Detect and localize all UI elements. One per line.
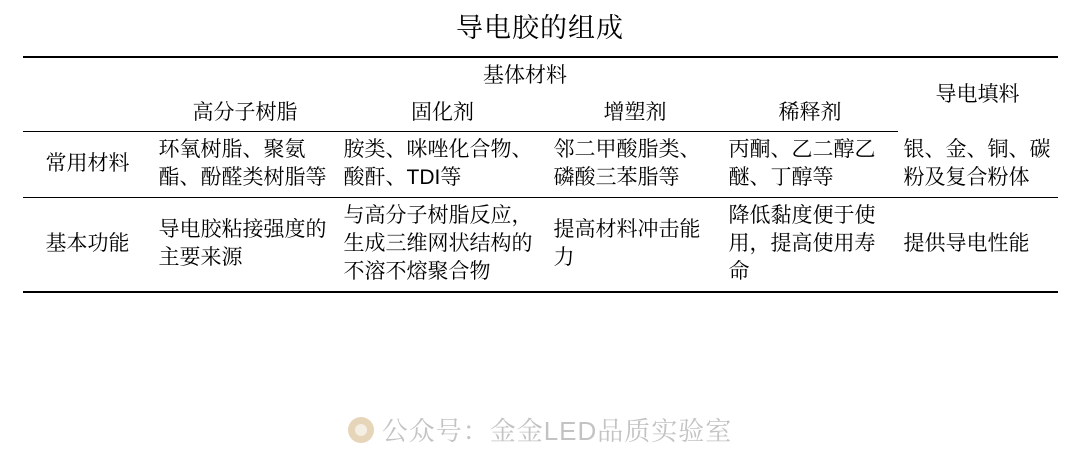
column-header-conductive-filler: 导电填料 [898, 57, 1058, 131]
cell-common-polymer-resin: 环氧树脂、聚氨酯、酚醛类树脂等 [153, 132, 338, 198]
corner-cell-2 [23, 95, 153, 132]
composition-table [23, 56, 1058, 292]
row-label-basic-function: 基本功能 [23, 197, 153, 292]
watermark [0, 411, 1080, 448]
cell-function-diluent: 降低黏度便于使用，提高使用寿命 [723, 197, 898, 292]
cell-function-conductive-filler: 提供导电性能 [898, 197, 1058, 292]
watermark-logo-icon [348, 417, 374, 443]
cell-function-curing-agent: 与高分子树脂反应，生成三维网状结构的不溶不熔聚合物 [338, 197, 548, 292]
group-header-base-material: 基体材料 [153, 57, 898, 94]
column-header-plasticizer: 增塑剂 [548, 95, 723, 132]
cell-function-polymer-resin: 导电胶粘接强度的主要来源 [153, 197, 338, 292]
cell-common-diluent: 丙酮、乙二醇乙醚、丁醇等 [723, 132, 898, 198]
column-header-diluent: 稀释剂 [723, 95, 898, 132]
table-row [23, 197, 1058, 292]
column-header-polymer-resin: 高分子树脂 [153, 95, 338, 132]
watermark-text: 公众号：金金LED品质实验室 [381, 416, 733, 446]
cell-common-curing-agent: 胺类、咪唑化合物、酸酐、TDI等 [338, 132, 548, 198]
page-title: 导电胶的组成 [456, 13, 624, 43]
table-header-group-row [23, 57, 1058, 94]
cell-function-plasticizer: 提高材料冲击能力 [548, 197, 723, 292]
cell-common-conductive-filler: 银、金、铜、碳粉及复合粉体 [898, 132, 1058, 198]
column-header-curing-agent: 固化剂 [338, 95, 548, 132]
table-row [23, 132, 1058, 198]
row-label-common-materials: 常用材料 [23, 132, 153, 198]
cell-common-plasticizer: 邻二甲酸脂类、磷酸三苯脂等 [548, 132, 723, 198]
corner-cell [23, 57, 153, 94]
